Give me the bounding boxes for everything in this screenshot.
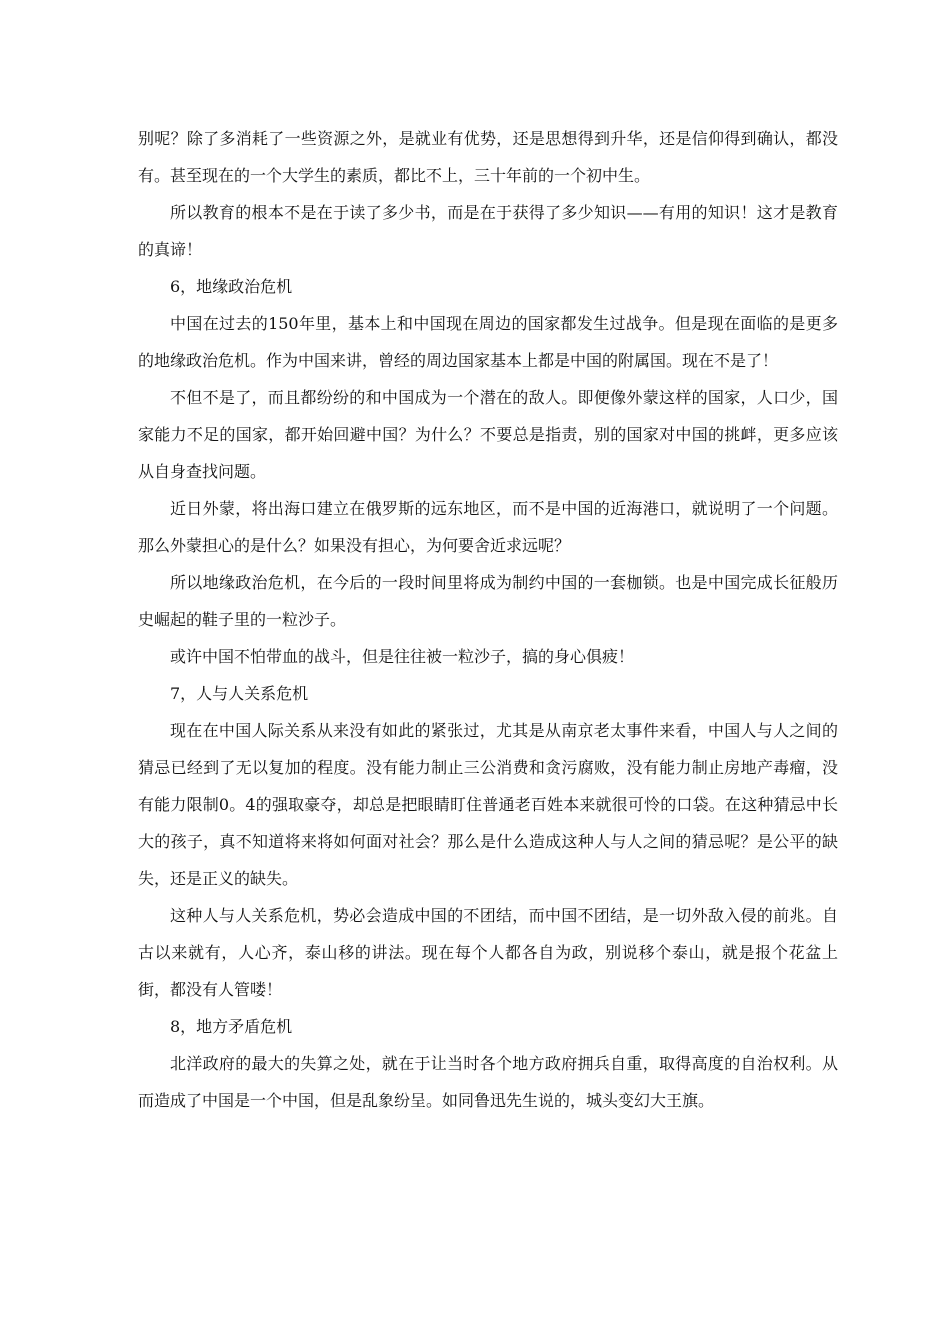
paragraph-disunity: 这种人与人关系危机，势必会造成中国的不团结，而中国不团结，是一切外敌入侵的前兆。自古以来就有，人心齐，泰山移的讲法。现在每个人都各自为政，别说移个泰山，就是报个花盆上街，都没有人管喽！ <box>138 906 838 999</box>
paragraph-geopolitics-history: 中国在过去的150年里，基本上和中国现在周边的国家都发生过战争。但是现在面临的是更多的地缘政治危机。作为中国来讲，曾经的周边国家基本上都是中国的附属国。现在不是了！ <box>138 314 838 370</box>
paragraph-geopolitical-shackles: 所以地缘政治危机，在今后的一段时间里将成为制约中国的一套枷锁。也是中国完成长征般历史崛起的鞋子里的一粒沙子。 <box>138 573 838 629</box>
paragraph-continuation: 别呢？除了多消耗了一些资源之外，是就业有优势，还是思想得到升华，还是信仰得到确认，都没有。甚至现在的一个大学生的素质，都比不上，三十年前的一个初中生。 <box>138 129 838 185</box>
paragraph-grain-of-sand: 或许中国不怕带血的战斗，但是往往被一粒沙子，搞的身心俱疲！ <box>170 647 635 666</box>
paragraph-potential-enemies: 不但不是了，而且都纷纷的和中国成为一个潜在的敌人。即便像外蒙这样的国家，人口少，国家能力不足的国家，都开始回避中国？为什么？不要总是指责，别的国家对中国的挑衅，更多应该从自身查找问题。 <box>138 388 838 481</box>
paragraph-interpersonal-tension: 现在在中国人际关系从来没有如此的紧张过，尤其是从南京老太事件来看，中国人与人之间的猜忌已经到了无以复加的程度。没有能力制止三公消费和贪污腐败，没有能力制止房地产毒瘤，没有能力限制0。4的强取豪夺，却总是把眼睛盯住普通老百姓本来就很可怜的口袋。在这种猜忌中长大的孩子，真不知道将来将如何面对社会？那么是什么造成这种人与人之间的猜忌呢？是公平的缺失，还是正义的缺失。 <box>138 721 838 888</box>
paragraph-mongolia-port: 近日外蒙，将出海口建立在俄罗斯的远东地区，而不是中国的近海港口，就说明了一个问题。那么外蒙担心的是什么？如果没有担心，为何要舍近求远呢？ <box>138 499 838 555</box>
section-heading-local-conflict-crisis: 8，地方矛盾危机 <box>170 1017 293 1036</box>
section-heading-geopolitical-crisis: 6，地缘政治危机 <box>170 277 293 296</box>
article-body <box>138 120 838 1119</box>
paragraph-education-essence: 所以教育的根本不是在于读了多少书，而是在于获得了多少知识——有用的知识！这才是教育的真谛！ <box>138 203 838 259</box>
paragraph-beiyang-government: 北洋政府的最大的失算之处，就在于让当时各个地方政府拥兵自重，取得高度的自治权利。从而造成了中国是一个中国，但是乱象纷呈。如同鲁迅先生说的，城头变幻大王旗。 <box>138 1054 838 1110</box>
section-heading-relationship-crisis: 7，人与人关系危机 <box>170 684 309 703</box>
